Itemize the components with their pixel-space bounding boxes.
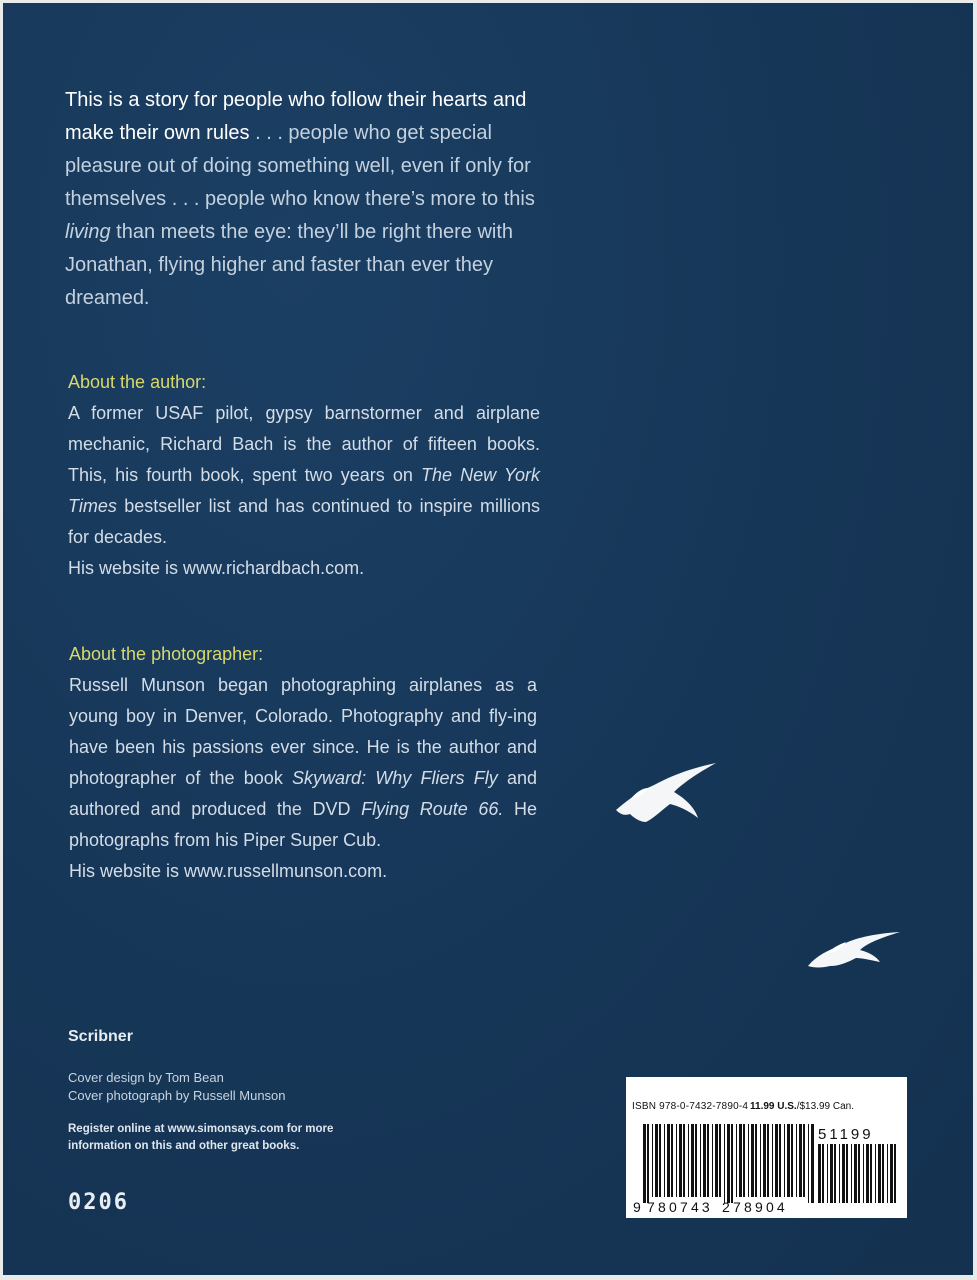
barcode-bar: [784, 1124, 785, 1197]
price-can: /$13.99 Can.: [796, 1101, 854, 1112]
barcode-bar: [683, 1124, 685, 1197]
barcode-bar: [779, 1124, 781, 1197]
price-us: 11.99 U.S.: [750, 1101, 797, 1112]
cover-photo-credit: Cover photograph by Russell Munson: [68, 1088, 286, 1103]
blurb-body: . . . people who get special pleasure out of doing something well, even if only for themselves . . . people who know there’s more to this: [65, 122, 535, 210]
cover-design-credit: Cover design by Tom Bean: [68, 1070, 224, 1085]
blurb-italic-word: living: [65, 221, 111, 243]
register-note: Register online at www.simonsays.com for more information on this and other great books.: [68, 1123, 334, 1152]
barcode-bar: [811, 1124, 814, 1203]
barcode-bar: [834, 1144, 836, 1203]
barcode-bar: [822, 1144, 824, 1203]
blurb-lead-line-1: This is a story for people who follow their hearts: [65, 89, 488, 111]
isbn-number: ISBN 978-0-7432-7890-4: [632, 1101, 749, 1112]
blurb-paragraph: [65, 84, 545, 315]
barcode-bar: [715, 1124, 718, 1197]
photographer-website: His website is www.russellmunson.com.: [69, 861, 388, 881]
barcode-bar: [775, 1124, 778, 1197]
cover-credits: [68, 1069, 286, 1105]
barcode-bar: [866, 1144, 869, 1203]
barcode-bar: [875, 1144, 876, 1203]
barcode-bar: [767, 1124, 769, 1197]
barcode-bar: [851, 1144, 852, 1203]
barcode-bar: [751, 1124, 754, 1197]
barcode-bar: [655, 1124, 658, 1197]
barcode-bar: [887, 1144, 888, 1203]
ean-barcode-bars: [643, 1124, 814, 1203]
barcode-bar: [755, 1124, 757, 1197]
photographer-bio-text-3: He photographs from his Piper Super Cub.: [69, 799, 538, 850]
barcode-bar: [739, 1124, 742, 1197]
barcode-bar: [878, 1144, 881, 1203]
barcode-bar: [787, 1124, 790, 1197]
photographer-bio-italic-1: Skyward: Why Fliers Fly: [292, 768, 498, 788]
barcode-bar: [647, 1124, 649, 1203]
barcode-bar: [803, 1124, 805, 1197]
barcode-bar: [796, 1124, 797, 1197]
barcode-bar: [772, 1124, 773, 1197]
barcode-bar: [818, 1144, 821, 1203]
barcode-bar: [736, 1124, 737, 1197]
barcode-bar: [799, 1124, 802, 1197]
barcode-bar: [842, 1144, 845, 1203]
barcode-bar: [748, 1124, 749, 1197]
barcode-bar: [664, 1124, 665, 1197]
barcode-bar: [643, 1124, 646, 1203]
barcode-bar: [667, 1124, 670, 1197]
barcode-graphic: [626, 1077, 907, 1218]
barcode-bar: [808, 1124, 809, 1203]
blurb-lead-line-2: and make their own rules: [65, 89, 527, 144]
barcode-bar: [703, 1124, 706, 1197]
photographer-bio-text-2: and authored and produced the DVD: [69, 768, 537, 819]
barcode-bar: [791, 1124, 793, 1197]
barcode-bar: [760, 1124, 761, 1197]
barcode-bar: [695, 1124, 697, 1197]
barcode-bar: [719, 1124, 721, 1197]
barcode-bar: [724, 1124, 725, 1203]
barcode-bar: [846, 1144, 848, 1203]
barcode-bar: [827, 1144, 828, 1203]
author-heading: About the author:: [68, 372, 207, 392]
photographer-bio: [69, 670, 537, 887]
barcode-bar: [707, 1124, 709, 1197]
barcode-bar: [700, 1124, 701, 1197]
addon-barcode-bars: [818, 1144, 896, 1203]
photographer-bio-italic-2: Flying Route 66.: [361, 799, 504, 819]
print-code: 0206: [68, 1190, 129, 1215]
author-bio-text-1: A former USAF pilot, gypsy barnstormer and airplane mechanic, Richard Bach is the author of fifteen books. This, his fourth book, spent two years on: [68, 403, 540, 485]
barcode-bar: [763, 1124, 766, 1197]
barcode-bar: [676, 1124, 677, 1197]
barcode-bar: [882, 1144, 884, 1203]
barcode-bar: [894, 1144, 896, 1203]
barcode-bar: [870, 1144, 872, 1203]
blurb-end: than meets the eye: they’ll be right there with Jonathan, flying higher and faster than ever they dreamed.: [65, 221, 514, 309]
barcode-bar: [839, 1144, 840, 1203]
barcode-bar: [858, 1144, 860, 1203]
author-bio: [68, 398, 540, 584]
barcode-bar: [712, 1124, 713, 1197]
author-bio-italic: The New York Times: [68, 465, 540, 516]
photographer-bio-text-1: Russell Munson began photographing airplanes as a young boy in Denver, Colorado. Photography and fly-ing have been his passions ever since. He is the author and photographer of the book: [69, 675, 537, 788]
barcode-bar: [727, 1124, 730, 1203]
barcode-bar: [671, 1124, 673, 1197]
addon-digits: 51199: [818, 1126, 874, 1143]
barcode-bar: [854, 1144, 857, 1203]
barcode-bar: [863, 1144, 864, 1203]
photographer-heading: About the photographer:: [69, 644, 264, 664]
barcode-bar: [652, 1124, 653, 1197]
seagull-large-icon: [612, 760, 722, 830]
barcode-bar: [743, 1124, 745, 1197]
barcode-bar: [691, 1124, 694, 1197]
barcode-right-digits: 278904: [722, 1199, 788, 1215]
barcode-bar: [731, 1124, 733, 1203]
author-website: His website is www.richardbach.com.: [68, 558, 365, 578]
barcode-left-digits: 780743: [647, 1199, 713, 1215]
barcode-bar: [830, 1144, 833, 1203]
seagull-small-icon: [806, 926, 904, 972]
publisher-name: Scribner: [68, 1028, 133, 1045]
author-bio-text-2: bestseller list and has continued to inspire millions for decades.: [68, 496, 540, 547]
barcode-bar: [688, 1124, 689, 1197]
barcode-bar: [659, 1124, 661, 1197]
barcode-bar: [679, 1124, 682, 1197]
barcode-bar: [890, 1144, 893, 1203]
barcode-first-digit: 9: [633, 1199, 641, 1215]
